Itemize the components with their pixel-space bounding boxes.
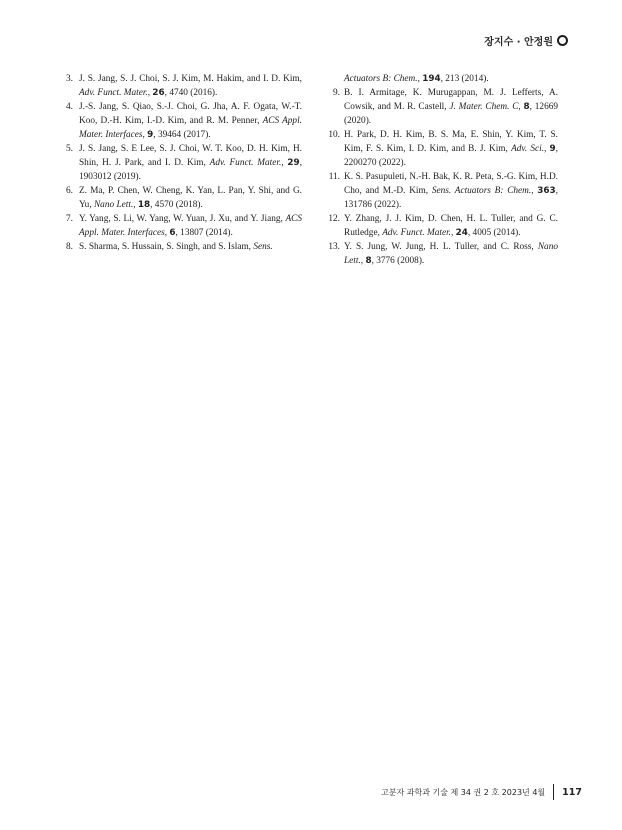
reference-authors: H. Park, D. H. Kim, B. S. Ma, E. Shin, Y. Kim, T. S. Kim, F. S. Kim, I. D. Kim, and B. J. Kim, [344,130,558,154]
reference-journal: Adv. Funct. Mater. [79,88,148,98]
reference-text: H. Park, D. H. Kim, B. S. Ma, E. Shin, Y. Kim, T. S. Kim, F. S. Kim, I. D. Kim, and B. J. Kim, Adv. Sci., 9, 2200270 (2022). [344,130,558,168]
reference-item [322,170,558,212]
reference-journal: ACS Appl. Mater. Interfaces [79,116,302,140]
reference-text: Y. Zhang, J. J. Kim, D. Chen, H. L. Tuller, and G. C. Rutledge, Adv. Funct. Mater., 24, 4005 (2014). [344,214,558,238]
footer-divider [553,784,554,800]
reference-journal: Sens. Actuators B: Chem. [431,186,532,196]
reference-journal: Sens. [253,242,273,252]
reference-number: 7. [66,214,73,224]
reference-item [66,212,302,240]
running-header [484,33,568,48]
reference-volume: 6 [169,228,176,238]
reference-volume: 26 [152,88,165,98]
reference-number: 13. [328,242,340,252]
reference-number: 9. [333,88,340,98]
reference-text: B. I. Armitage, K. Murugappan, M. J. Lefferts, A. Cowsik, and M. R. Castell, J. Mater. Chem. C, 8, 12669 (2020). [344,88,559,126]
reference-number: 4. [66,102,73,112]
page-footer [381,784,582,800]
reference-number: 10. [328,130,340,140]
reference-journal: ACS Appl. Mater. Interfaces [79,214,302,238]
reference-continuation: Actuators B: Chem., 194, 213 (2014). [344,74,489,84]
reference-volume: 9 [549,144,556,154]
circle-bullet-icon [557,35,568,46]
reference-column-left [66,72,302,254]
reference-number: 12. [328,214,340,224]
reference-text: Y. S. Jung, W. Jung, H. L. Tuller, and C. Ross, Nano Lett., 8, 3776 (2008). [344,242,558,266]
reference-journal: Actuators B: Chem. [344,74,418,84]
reference-item [66,72,302,100]
reference-text: J. S. Jang, S. E Lee, S. J. Choi, W. T. Koo, D. H. Kim, H. Shin, H. J. Park, and I. D. Kim, Adv. Funct. Mater., 29, 1903012 (2019). [79,144,302,182]
page-number: 117 [562,786,582,798]
reference-volume: 24 [455,228,468,238]
reference-item [322,128,558,170]
reference-volume: 8 [365,256,372,266]
reference-number: 3. [66,74,73,84]
reference-item [322,212,558,240]
reference-authors: J. S. Jang, S. E Lee, S. J. Choi, W. T. Koo, D. H. Kim, H. Shin, H. J. Park, and I. D. Kim, [79,144,302,168]
footer-journal-info: 고분자 과학과 기술 제 34 권 2 호 2023년 4월 [381,787,546,797]
reference-journal: Adv. Sci. [511,144,545,154]
reference-text: K. S. Pasupuleti, N.-H. Bak, K. R. Peta, S.-G. Kim, H.D. Cho, and M.-D. Kim, Sens. Actuators B: Chem., 363, 131786 (2022). [344,172,558,210]
reference-volume: 18 [137,200,151,210]
reference-journal: Nano Lett. [93,200,134,210]
reference-item [322,86,558,128]
reference-volume: 8 [523,102,530,112]
reference-authors: K. S. Pasupuleti, N.-H. Bak, K. R. Peta, S.-G. Kim, H.D. Cho, and M.-D. Kim, [344,172,558,196]
reference-item [66,184,302,212]
reference-authors: B. I. Armitage, K. Murugappan, M. J. Lefferts, A. Cowsik, and M. R. Castell, [344,88,558,112]
reference-item [322,240,558,268]
reference-column-right [322,72,558,268]
reference-item [66,100,302,142]
reference-number: 8. [66,242,73,252]
reference-authors: J.-S. Jang, S. Qiao, S.-J. Choi, G. Jha, A. F. Ogata, W.-T. Koo, D.-H. Kim, I.-D. Kim, and R. M. Penner, [79,102,302,126]
reference-text [79,240,302,254]
reference-volume: 363 [537,186,556,196]
reference-text: Y. Yang, S. Li, W. Yang, W. Yuan, J. Xu, and Y. Jiang, ACS Appl. Mater. Interfaces, 6, 13807 (2014). [79,214,302,238]
reference-journal: Adv. Funct. Mater. [382,228,451,238]
reference-volume: 29 [287,158,300,168]
reference-journal: Nano Lett. [344,242,558,266]
reference-authors: Y. Yang, S. Li, W. Yang, W. Yuan, J. Xu, and Y. Jiang, [79,214,286,224]
reference-authors: Y. S. Jung, W. Jung, H. L. Tuller, and C. Ross, [344,242,538,252]
reference-volume: 9 [147,130,154,140]
reference-number: 5. [66,144,73,154]
reference-journal: Adv. Funct. Mater. [209,158,282,168]
reference-item [66,142,302,184]
reference-text: J. S. Jang, S. J. Choi, S. J. Kim, M. Hakim, and I. D. Kim, Adv. Funct. Mater., 26, 4740 (2016). [79,74,302,98]
reference-item [66,240,302,254]
reference-authors: S. Sharma, S. Hussain, S. Singh, and S. Islam, [79,242,254,252]
reference-journal: J. Mater. Chem. C [449,102,519,112]
header-authors: 장지수 · 안정원 [484,37,553,48]
reference-volume: 194 [422,74,441,84]
reference-text: Z. Ma, P. Chen, W. Cheng, K. Yan, L. Pan, Y. Shi, and G. Yu, Nano Lett., 18, 4570 (2018). [79,186,302,210]
reference-authors: J. S. Jang, S. J. Choi, S. J. Kim, M. Hakim, and I. D. Kim, [79,74,302,84]
reference-authors: Z. Ma, P. Chen, W. Cheng, K. Yan, L. Pan, Y. Shi, and G. Yu, [79,186,302,210]
reference-number: 6. [66,186,73,196]
reference-number: 11. [328,172,340,182]
reference-text: J.-S. Jang, S. Qiao, S.-J. Choi, G. Jha, A. F. Ogata, W.-T. Koo, D.-H. Kim, I.-D. Kim, and R. M. Penner, ACS Appl. Mater. Interfaces, 9, 39464 (2017). [79,102,302,140]
reference-authors: Y. Zhang, J. J. Kim, D. Chen, H. L. Tuller, and G. C. Rutledge, [344,214,558,238]
